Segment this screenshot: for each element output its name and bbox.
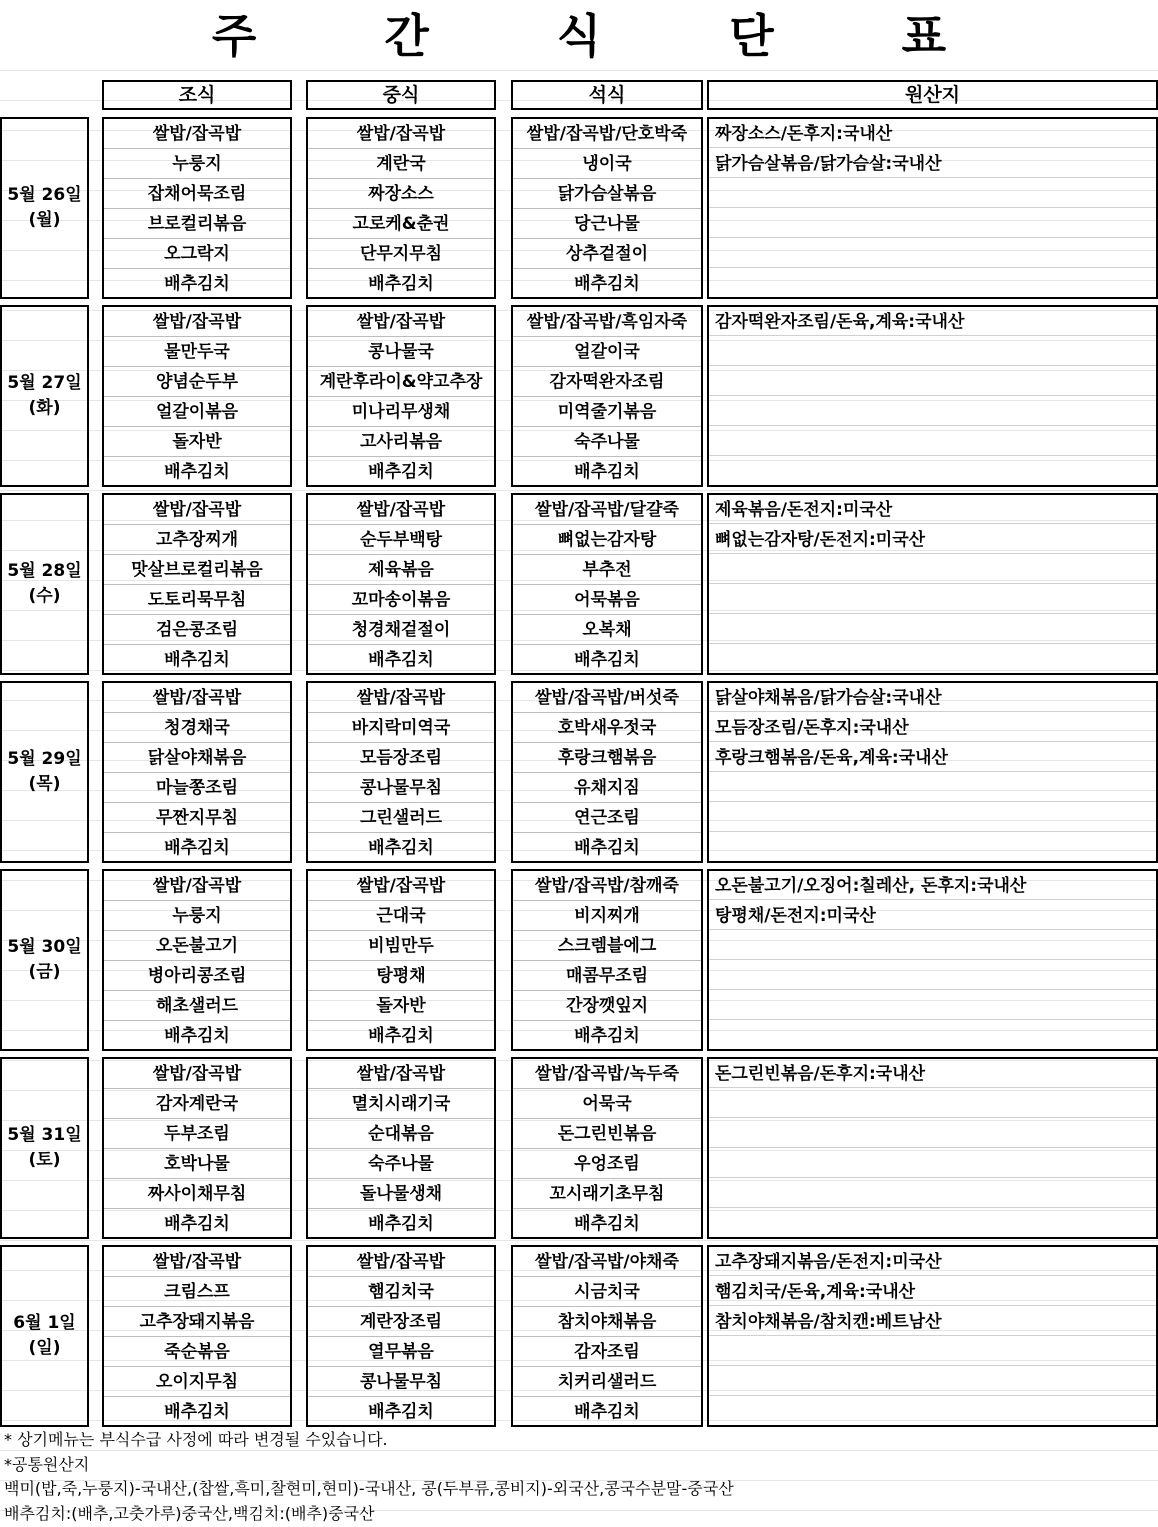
breakfast-menu-item: 검은콩조림	[104, 615, 290, 645]
breakfast-menu-item: 누룽지	[104, 149, 290, 179]
dinner-menu-item: 시금치국	[513, 1277, 701, 1307]
lunch-menu-item: 꼬마송이볶음	[308, 585, 494, 615]
breakfast-menu-item: 맛살브로컬리볶음	[104, 555, 290, 585]
dinner-menu-item: 돈그린빈볶음	[513, 1119, 701, 1149]
dinner-menu-item: 스크렘블에그	[513, 931, 701, 961]
dinner-menu-item: 냉이국	[513, 149, 701, 179]
origin-entry: 짜장소스/돈후지:국내산	[709, 119, 1156, 148]
lunch-menu-item: 탕평채	[308, 961, 494, 991]
origin-entry	[709, 1367, 1156, 1396]
day-date: 5월 30일	[7, 937, 82, 957]
lunch-menu-item: 배추김치	[368, 838, 434, 858]
origin-entry	[709, 1021, 1156, 1049]
dinner-menu-item: 간장깻잎지	[513, 991, 701, 1021]
header-lunch: 중식	[306, 80, 496, 110]
lunch-menu-item: 배추김치	[368, 650, 434, 670]
lunch-menu-item: 배추김치	[368, 1214, 434, 1234]
day-date: 6월 1일	[13, 1313, 76, 1333]
breakfast-menu-item: 쌀밥/잡곡밥	[104, 495, 290, 525]
lunch-menu-item: 멸치시래기국	[308, 1089, 494, 1119]
day-weekday: (일)	[28, 1338, 61, 1358]
day-label	[0, 559, 89, 609]
day-date: 5월 31일	[7, 1125, 82, 1145]
day-weekday: (토)	[28, 1150, 61, 1170]
breakfast-menu-item: 고추장찌개	[104, 525, 290, 555]
breakfast-menu-item: 오그락지	[104, 239, 290, 269]
breakfast-menu-item: 죽순볶음	[104, 1337, 290, 1367]
breakfast-menu-item: 돌자반	[104, 427, 290, 457]
origin-entry	[709, 457, 1156, 485]
breakfast-menu-item: 쌀밥/잡곡밥	[104, 871, 290, 901]
dinner-menu-item: 배추김치	[574, 838, 640, 858]
origin-entry	[709, 1089, 1156, 1118]
breakfast-menu-item: 호박나물	[104, 1149, 290, 1179]
origin-entry	[709, 1179, 1156, 1208]
day-label	[0, 371, 89, 421]
origin-entry	[709, 803, 1156, 832]
day-label	[0, 1123, 89, 1173]
breakfast-menu-item: 병아리콩조림	[104, 961, 290, 991]
dinner-menu-item: 연근조림	[513, 803, 701, 833]
lunch-menu-item: 계란국	[308, 149, 494, 179]
origin-entry	[709, 555, 1156, 584]
breakfast-menu-item: 얼갈이볶음	[104, 397, 290, 427]
dinner-menu-item: 배추김치	[574, 1402, 640, 1422]
dinner-menu-item: 우엉조림	[513, 1149, 701, 1179]
lunch-menu-item: 단무지무침	[308, 239, 494, 269]
day-label	[0, 935, 89, 985]
dinner-menu-item: 참치야채볶음	[513, 1307, 701, 1337]
lunch-menu-item: 쌀밥/잡곡밥	[308, 1059, 494, 1089]
origin-entry: 고추장돼지볶음/돈전지:미국산	[709, 1247, 1156, 1276]
grid-line	[0, 490, 1158, 491]
origin-entry: 후랑크햄볶음/돈육,계육:국내산	[709, 743, 1156, 772]
origin-entry	[709, 269, 1156, 297]
day-date: 5월 26일	[7, 185, 82, 205]
origin-entry	[709, 239, 1156, 268]
breakfast-menu-item: 잡채어묵조림	[104, 179, 290, 209]
dinner-menu-item: 호박새우젓국	[513, 713, 701, 743]
day-date: 5월 29일	[7, 749, 82, 769]
breakfast-menu-item: 쌀밥/잡곡밥	[104, 1247, 290, 1277]
dinner-menu-item: 쌀밥/잡곡밥/참깨죽	[513, 871, 701, 901]
lunch-menu-item: 배추김치	[368, 1026, 434, 1046]
dinner-menu-item: 꼬시래기초무침	[513, 1179, 701, 1209]
lunch-menu-item: 배추김치	[368, 462, 434, 482]
origin-entry: 탕평채/돈전지:미국산	[709, 901, 1156, 930]
breakfast-menu-item: 배추김치	[164, 1214, 230, 1234]
breakfast-menu-item: 양념순두부	[104, 367, 290, 397]
dinner-menu-item: 미역줄기볶음	[513, 397, 701, 427]
breakfast-menu-item: 쌀밥/잡곡밥	[104, 119, 290, 149]
breakfast-menu-item: 쌀밥/잡곡밥	[104, 683, 290, 713]
breakfast-menu-item: 배추김치	[164, 1026, 230, 1046]
day-weekday: (수)	[28, 586, 61, 606]
note-line: * 상기메뉴는 부식수급 사정에 따라 변경될 수있습니다.	[4, 1430, 388, 1449]
breakfast-menu-item: 감자계란국	[104, 1089, 290, 1119]
dinner-menu-item: 뼈없는감자탕	[513, 525, 701, 555]
lunch-menu-item: 제육볶음	[308, 555, 494, 585]
note-line: 백미(밥,죽,누룽지)-국내산,(찹쌀,흑미,찰현미,현미)-국내산, 콩(두부류,콩비지)-외국산,콩국수분말-중국산	[4, 1479, 734, 1498]
dinner-menu-item: 배추김치	[574, 274, 640, 294]
dinner-menu-item: 얼갈이국	[513, 337, 701, 367]
dinner-menu-item: 비지찌개	[513, 901, 701, 931]
lunch-menu-item: 순두부백탕	[308, 525, 494, 555]
origin-entry	[709, 337, 1156, 366]
lunch-menu-item: 쌀밥/잡곡밥	[308, 119, 494, 149]
origin-entry: 감자떡완자조림/돈육,계육:국내산	[709, 307, 1156, 336]
lunch-menu-item: 열무볶음	[308, 1337, 494, 1367]
page-title: 주 간 식 단 표	[211, 9, 1003, 63]
lunch-menu-item: 쌀밥/잡곡밥	[308, 1247, 494, 1277]
lunch-menu-item: 숙주나물	[308, 1149, 494, 1179]
breakfast-menu-item: 배추김치	[164, 1402, 230, 1422]
dinner-menu-item: 오복채	[513, 615, 701, 645]
day-weekday: (목)	[28, 774, 61, 794]
lunch-menu-item: 콩나물무침	[308, 773, 494, 803]
lunch-menu-item: 근대국	[308, 901, 494, 931]
origin-entry	[709, 179, 1156, 208]
origin-entry: 모듬장조림/돈후지:국내산	[709, 713, 1156, 742]
breakfast-menu-item: 배추김치	[164, 274, 230, 294]
breakfast-menu-item: 해초샐러드	[104, 991, 290, 1021]
lunch-menu-item: 돌나물생채	[308, 1179, 494, 1209]
dinner-menu-item: 부추전	[513, 555, 701, 585]
dinner-menu-item: 배추김치	[574, 650, 640, 670]
origin-entry	[709, 645, 1156, 673]
origin-entry: 뼈없는감자탕/돈전지:미국산	[709, 525, 1156, 554]
lunch-menu-item: 배추김치	[368, 274, 434, 294]
day-label	[0, 1311, 89, 1361]
day-label	[0, 747, 89, 797]
dinner-menu-item: 상추겉절이	[513, 239, 701, 269]
origin-entry	[709, 1149, 1156, 1178]
origin-entry	[709, 397, 1156, 426]
breakfast-menu-item: 오이지무침	[104, 1367, 290, 1397]
breakfast-menu-item: 무짠지무침	[104, 803, 290, 833]
breakfast-menu-item: 도토리묵무침	[104, 585, 290, 615]
header-breakfast: 조식	[102, 80, 292, 110]
origin-entry	[709, 367, 1156, 396]
header-origin: 원산지	[707, 80, 1158, 110]
origin-entry: 참치야채볶음/참치캔:베트남산	[709, 1307, 1156, 1336]
lunch-menu-item: 콩나물국	[308, 337, 494, 367]
grid-line	[0, 70, 1158, 71]
breakfast-menu-item: 청경채국	[104, 713, 290, 743]
dinner-menu-item: 당근나물	[513, 209, 701, 239]
origin-entry	[709, 961, 1156, 990]
dinner-menu-item: 쌀밥/잡곡밥/야채죽	[513, 1247, 701, 1277]
dinner-menu-item: 배추김치	[574, 1214, 640, 1234]
breakfast-menu-item: 고추장돼지볶음	[104, 1307, 290, 1337]
origin-entry	[709, 1397, 1156, 1425]
breakfast-menu-item: 오돈불고기	[104, 931, 290, 961]
origin-entry	[709, 209, 1156, 238]
breakfast-menu-item: 배추김치	[164, 462, 230, 482]
lunch-menu-item: 고로케&춘권	[308, 209, 494, 239]
origin-entry: 돈그린빈볶음/돈후지:국내산	[709, 1059, 1156, 1088]
day-label	[0, 183, 89, 233]
origin-entry: 오돈불고기/오징어:칠레산, 돈후지:국내산	[709, 871, 1156, 900]
dinner-menu-item: 배추김치	[574, 1026, 640, 1046]
breakfast-menu-item: 배추김치	[164, 838, 230, 858]
lunch-menu-item: 쌀밥/잡곡밥	[308, 871, 494, 901]
dinner-menu-item: 어묵볶음	[513, 585, 701, 615]
lunch-menu-item: 고사리볶음	[308, 427, 494, 457]
lunch-menu-item: 청경채겉절이	[308, 615, 494, 645]
lunch-menu-item: 계란후라이&약고추장	[308, 367, 494, 397]
breakfast-menu-item: 배추김치	[164, 650, 230, 670]
dinner-menu-item: 닭가슴살볶음	[513, 179, 701, 209]
lunch-menu-item: 돌자반	[308, 991, 494, 1021]
dinner-menu-item: 쌀밥/잡곡밥/달걀죽	[513, 495, 701, 525]
day-date: 5월 27일	[7, 373, 82, 393]
dinner-menu-item: 쌀밥/잡곡밥/녹두죽	[513, 1059, 701, 1089]
lunch-menu-item: 콩나물무침	[308, 1367, 494, 1397]
header-dinner: 석식	[511, 80, 703, 110]
origin-entry: 햄김치국/돈육,계육:국내산	[709, 1277, 1156, 1306]
dinner-menu-item: 쌀밥/잡곡밥/버섯죽	[513, 683, 701, 713]
grid-line	[0, 1240, 1158, 1241]
breakfast-menu-item: 쌀밥/잡곡밥	[104, 1059, 290, 1089]
dinner-menu-item: 매콤무조림	[513, 961, 701, 991]
dinner-menu-item: 어묵국	[513, 1089, 701, 1119]
day-weekday: (화)	[28, 398, 61, 418]
day-date: 5월 28일	[7, 561, 82, 581]
day-weekday: (금)	[28, 962, 61, 982]
origin-entry: 닭살야채볶음/닭가슴살:국내산	[709, 683, 1156, 712]
lunch-menu-item: 순대볶음	[308, 1119, 494, 1149]
origin-entry: 닭가슴살볶음/닭가슴살:국내산	[709, 149, 1156, 178]
breakfast-menu-item: 마늘쫑조림	[104, 773, 290, 803]
breakfast-menu-item: 쌀밥/잡곡밥	[104, 307, 290, 337]
lunch-menu-item: 비빔만두	[308, 931, 494, 961]
lunch-menu-item: 계란장조림	[308, 1307, 494, 1337]
dinner-menu-item: 치커리샐러드	[513, 1367, 701, 1397]
day-weekday: (월)	[28, 210, 61, 230]
note-line: *공통원산지	[4, 1454, 90, 1474]
origin-entry	[709, 1337, 1156, 1366]
dinner-menu-item: 배추김치	[574, 462, 640, 482]
lunch-menu-item: 쌀밥/잡곡밥	[308, 495, 494, 525]
note-line: 배추김치:(배추,고춧가루)중국산,백김치:(배추)중국산	[4, 1503, 375, 1523]
lunch-menu-item: 햄김치국	[308, 1277, 494, 1307]
origin-entry	[709, 773, 1156, 802]
origin-entry: 제육볶음/돈전지:미국산	[709, 495, 1156, 524]
breakfast-menu-item: 누룽지	[104, 901, 290, 931]
dinner-menu-item: 쌀밥/잡곡밥/흑임자죽	[513, 307, 701, 337]
origin-entry	[709, 991, 1156, 1020]
dinner-menu-item: 감자조림	[513, 1337, 701, 1367]
lunch-menu-item: 모듬장조림	[308, 743, 494, 773]
breakfast-menu-item: 두부조림	[104, 1119, 290, 1149]
dinner-menu-item: 후랑크햄볶음	[513, 743, 701, 773]
origin-entry	[709, 427, 1156, 456]
lunch-menu-item: 쌀밥/잡곡밥	[308, 683, 494, 713]
dinner-menu-item: 감자떡완자조림	[513, 367, 701, 397]
breakfast-menu-item: 물만두국	[104, 337, 290, 367]
lunch-menu-item: 쌀밥/잡곡밥	[308, 307, 494, 337]
origin-entry	[709, 1119, 1156, 1148]
breakfast-menu-item: 브로컬리볶음	[104, 209, 290, 239]
lunch-menu-item: 바지락미역국	[308, 713, 494, 743]
lunch-menu-item: 그린샐러드	[308, 803, 494, 833]
dinner-menu-item: 쌀밥/잡곡밥/단호박죽	[513, 119, 701, 149]
lunch-menu-item: 미나리무생채	[308, 397, 494, 427]
breakfast-menu-item: 크림스프	[104, 1277, 290, 1307]
breakfast-menu-item: 짜사이채무침	[104, 1179, 290, 1209]
origin-entry	[709, 1209, 1156, 1237]
lunch-menu-item: 배추김치	[368, 1402, 434, 1422]
lunch-menu-item: 짜장소스	[308, 179, 494, 209]
dinner-menu-item: 숙주나물	[513, 427, 701, 457]
origin-entry	[709, 931, 1156, 960]
breakfast-menu-item: 닭살야채볶음	[104, 743, 290, 773]
origin-entry	[709, 585, 1156, 614]
origin-entry	[709, 833, 1156, 861]
origin-entry	[709, 615, 1156, 644]
dinner-menu-item: 유채지짐	[513, 773, 701, 803]
